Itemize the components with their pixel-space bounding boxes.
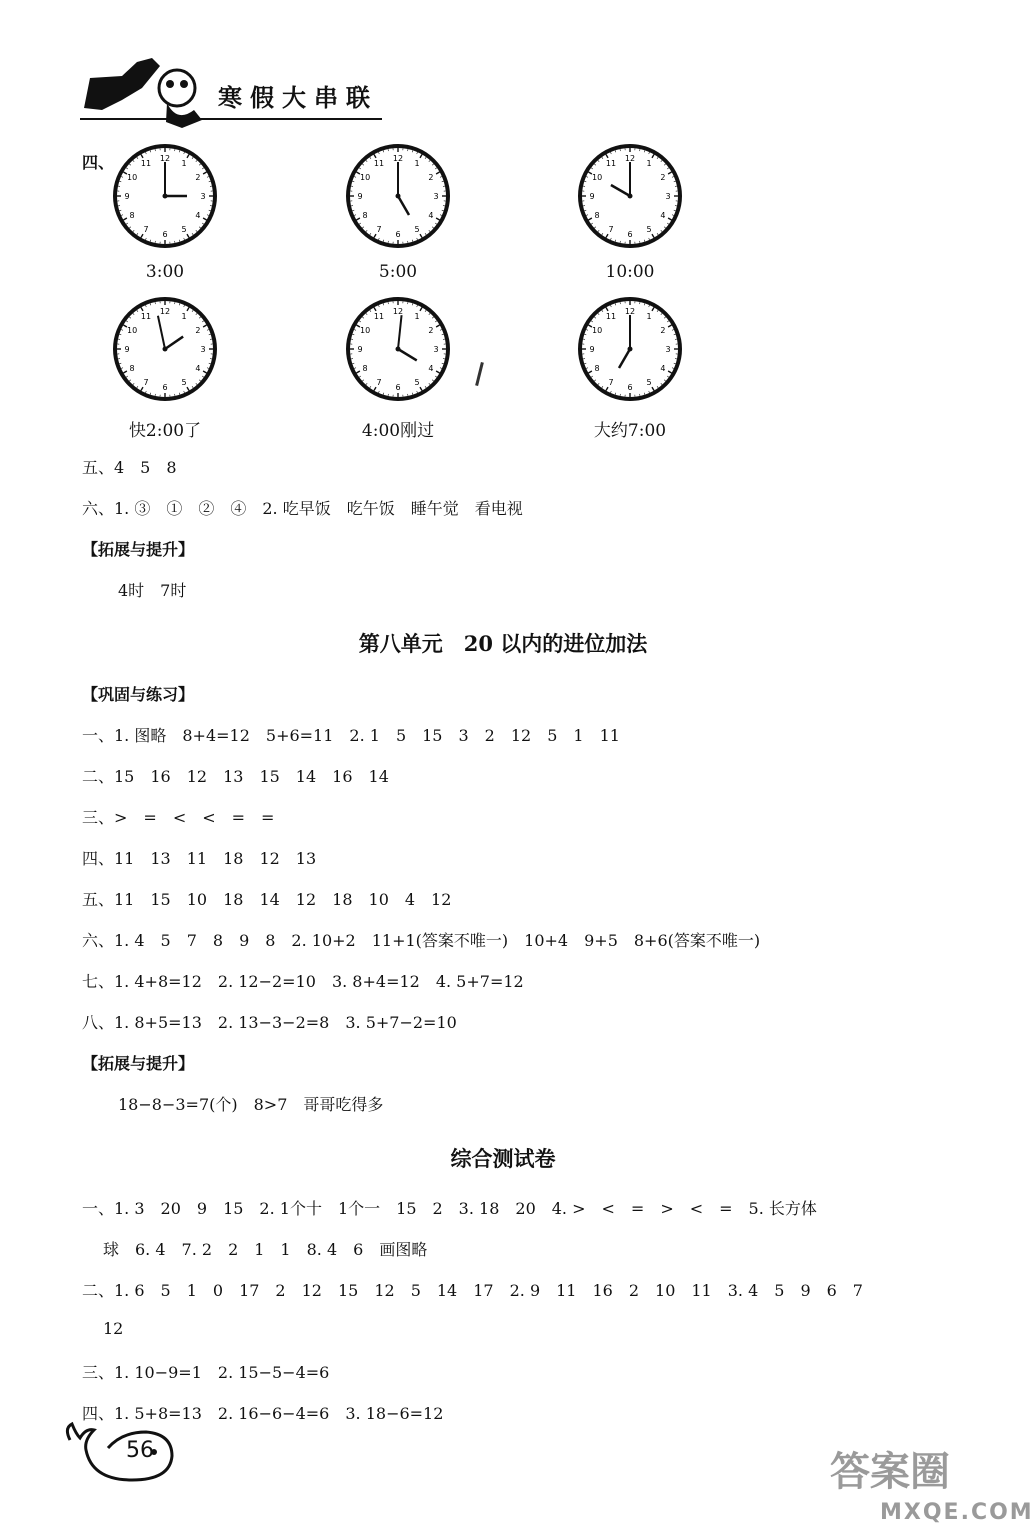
- svg-text:9: 9: [357, 192, 363, 201]
- svg-text:6: 6: [162, 230, 168, 239]
- svg-text:5: 5: [181, 224, 187, 234]
- svg-text:7: 7: [376, 377, 382, 387]
- clock-face-6: [575, 294, 685, 404]
- unit8-line-2: 二、15 16 12 13 15 14 16 14: [82, 767, 389, 786]
- svg-text:8: 8: [362, 211, 368, 220]
- svg-text:5: 5: [414, 224, 420, 234]
- svg-text:11: 11: [140, 159, 152, 169]
- svg-text:5: 5: [181, 377, 187, 387]
- svg-text:1: 1: [181, 312, 187, 322]
- svg-text:8: 8: [594, 211, 600, 220]
- svg-text:6: 6: [627, 383, 633, 392]
- svg-text:4: 4: [428, 364, 434, 373]
- svg-text:10: 10: [359, 326, 371, 335]
- unit8-heading-tuozhan: 【拓展与提升】: [82, 1054, 195, 1073]
- unit8-line-3: 三、> = < < = =: [82, 808, 275, 827]
- watermark-site: MXQE.COM: [880, 1500, 1034, 1525]
- clock-caption-6: 大约7:00: [593, 421, 667, 441]
- svg-text:8: 8: [129, 211, 135, 220]
- svg-text:10: 10: [126, 173, 138, 182]
- test-line-4: 四、1. 5+8=13 2. 16−6−4=6 3. 18−6=12: [82, 1404, 444, 1423]
- svg-text:7: 7: [608, 224, 614, 234]
- svg-text:11: 11: [373, 312, 385, 322]
- section4-label: 四、: [82, 153, 115, 172]
- svg-text:2: 2: [428, 173, 434, 182]
- clock-face-4: [110, 294, 220, 404]
- svg-text:2: 2: [660, 173, 666, 182]
- clock-face-5: [343, 294, 453, 404]
- svg-text:12: 12: [159, 154, 171, 163]
- test-line-2a: 二、1. 6 5 1 0 17 2 12 15 12 5 14 17 2. 9 11 16 2 10 11 3. 4 5 9 6 7: [82, 1281, 863, 1300]
- stray-mark: [475, 362, 484, 386]
- answer-wu: 五、4 5 8: [82, 458, 177, 477]
- unit8-line-6: 六、1. 4 5 7 8 9 8 2. 10+2 11+1(答案不唯一) 10+4 9+5 8+6(答案不唯一): [82, 931, 761, 950]
- svg-text:5: 5: [646, 224, 652, 234]
- svg-text:1: 1: [414, 159, 420, 169]
- svg-text:12: 12: [392, 154, 404, 163]
- clock-face-3: [575, 141, 685, 251]
- svg-text:11: 11: [605, 159, 617, 169]
- unit8-line-8: 八、1. 8+5=13 2. 13−3−2=8 3. 5+7−2=10: [82, 1013, 457, 1032]
- clock-face-1: [110, 141, 220, 251]
- svg-text:8: 8: [362, 364, 368, 373]
- svg-text:5: 5: [646, 377, 652, 387]
- unit8-line-5: 五、11 15 10 18 14 12 18 10 4 12: [82, 890, 452, 909]
- header-illustration: [82, 48, 212, 128]
- svg-text:8: 8: [594, 364, 600, 373]
- svg-text:3: 3: [433, 192, 439, 201]
- svg-text:6: 6: [395, 230, 401, 239]
- svg-text:9: 9: [589, 345, 595, 354]
- svg-text:11: 11: [140, 312, 152, 322]
- svg-text:10: 10: [591, 173, 603, 182]
- svg-text:2: 2: [660, 326, 666, 335]
- test-line-2b: 12: [103, 1319, 124, 1338]
- svg-text:11: 11: [605, 312, 617, 322]
- header-title: 寒假大串联: [218, 83, 378, 112]
- unit8-line-1: 一、1. 图略 8+4=12 5+6=11 2. 1 5 15 3 2 12 5 1 11: [82, 726, 620, 745]
- clock-caption-5: 4:00刚过: [361, 421, 435, 441]
- svg-text:1: 1: [646, 312, 652, 322]
- svg-text:3: 3: [665, 192, 671, 201]
- svg-text:3: 3: [665, 345, 671, 354]
- svg-text:2: 2: [195, 173, 201, 182]
- svg-text:4: 4: [195, 364, 201, 373]
- answer-liu: 六、1. ③ ① ② ④ 2. 吃早饭 吃午饭 睡午觉 看电视: [82, 499, 523, 518]
- svg-text:6: 6: [627, 230, 633, 239]
- svg-text:7: 7: [143, 377, 149, 387]
- svg-text:10: 10: [591, 326, 603, 335]
- svg-text:7: 7: [608, 377, 614, 387]
- svg-text:12: 12: [159, 307, 171, 316]
- svg-text:1: 1: [414, 312, 420, 322]
- answer-tuozhan: 4时 7时: [118, 581, 187, 600]
- svg-text:4: 4: [428, 211, 434, 220]
- svg-text:4: 4: [660, 211, 666, 220]
- svg-text:8: 8: [129, 364, 135, 373]
- clock-caption-3: 10:00: [605, 262, 655, 282]
- svg-text:4: 4: [660, 364, 666, 373]
- header-rule: [80, 118, 382, 120]
- clock-caption-4: 快2:00了: [128, 421, 202, 441]
- svg-text:12: 12: [624, 307, 636, 316]
- section-heading-tuozhan: 【拓展与提升】: [82, 540, 195, 559]
- svg-text:9: 9: [357, 345, 363, 354]
- svg-text:1: 1: [181, 159, 187, 169]
- test-line-1b: 球 6. 4 7. 2 2 1 1 8. 4 6 画图略: [103, 1240, 428, 1259]
- svg-text:2: 2: [195, 326, 201, 335]
- svg-text:9: 9: [124, 345, 130, 354]
- svg-text:3: 3: [200, 192, 206, 201]
- test-line-3: 三、1. 10−9=1 2. 15−5−4=6: [82, 1363, 330, 1382]
- section-heading-gonggu: 【巩固与练习】: [82, 685, 195, 704]
- svg-text:10: 10: [359, 173, 371, 182]
- svg-text:12: 12: [392, 307, 404, 316]
- whale-icon: [62, 1420, 182, 1490]
- svg-text:4: 4: [195, 211, 201, 220]
- svg-text:3: 3: [200, 345, 206, 354]
- svg-text:6: 6: [395, 383, 401, 392]
- test-title: 综合测试卷: [450, 1146, 556, 1171]
- clock-face-2: [343, 141, 453, 251]
- svg-text:6: 6: [162, 383, 168, 392]
- svg-text:10: 10: [126, 326, 138, 335]
- unit8-line-7: 七、1. 4+8=12 2. 12−2=10 3. 8+4=12 4. 5+7=12: [82, 972, 524, 991]
- svg-text:9: 9: [589, 192, 595, 201]
- svg-text:11: 11: [373, 159, 385, 169]
- svg-text:7: 7: [376, 224, 382, 234]
- unit-title: 第八单元 20 以内的进位加法: [358, 631, 648, 656]
- svg-text:1: 1: [646, 159, 652, 169]
- clock-caption-1: 3:00: [145, 262, 185, 282]
- svg-text:9: 9: [124, 192, 130, 201]
- svg-text:12: 12: [624, 154, 636, 163]
- watermark-logo: 答案圈: [830, 1449, 950, 1495]
- unit8-answer-tuozhan: 18−8−3=7(个) 8>7 哥哥吃得多: [118, 1095, 384, 1114]
- svg-text:5: 5: [414, 377, 420, 387]
- svg-text:7: 7: [143, 224, 149, 234]
- clock-caption-2: 5:00: [378, 262, 418, 282]
- unit8-line-4: 四、11 13 11 18 12 13: [82, 849, 317, 868]
- svg-text:2: 2: [428, 326, 434, 335]
- page-number: 56: [126, 1438, 154, 1463]
- svg-text:3: 3: [433, 345, 439, 354]
- test-line-1a: 一、1. 3 20 9 15 2. 1个十 1个一 15 2 3. 18 20 4. > < = > < = 5. 长方体: [82, 1199, 817, 1218]
